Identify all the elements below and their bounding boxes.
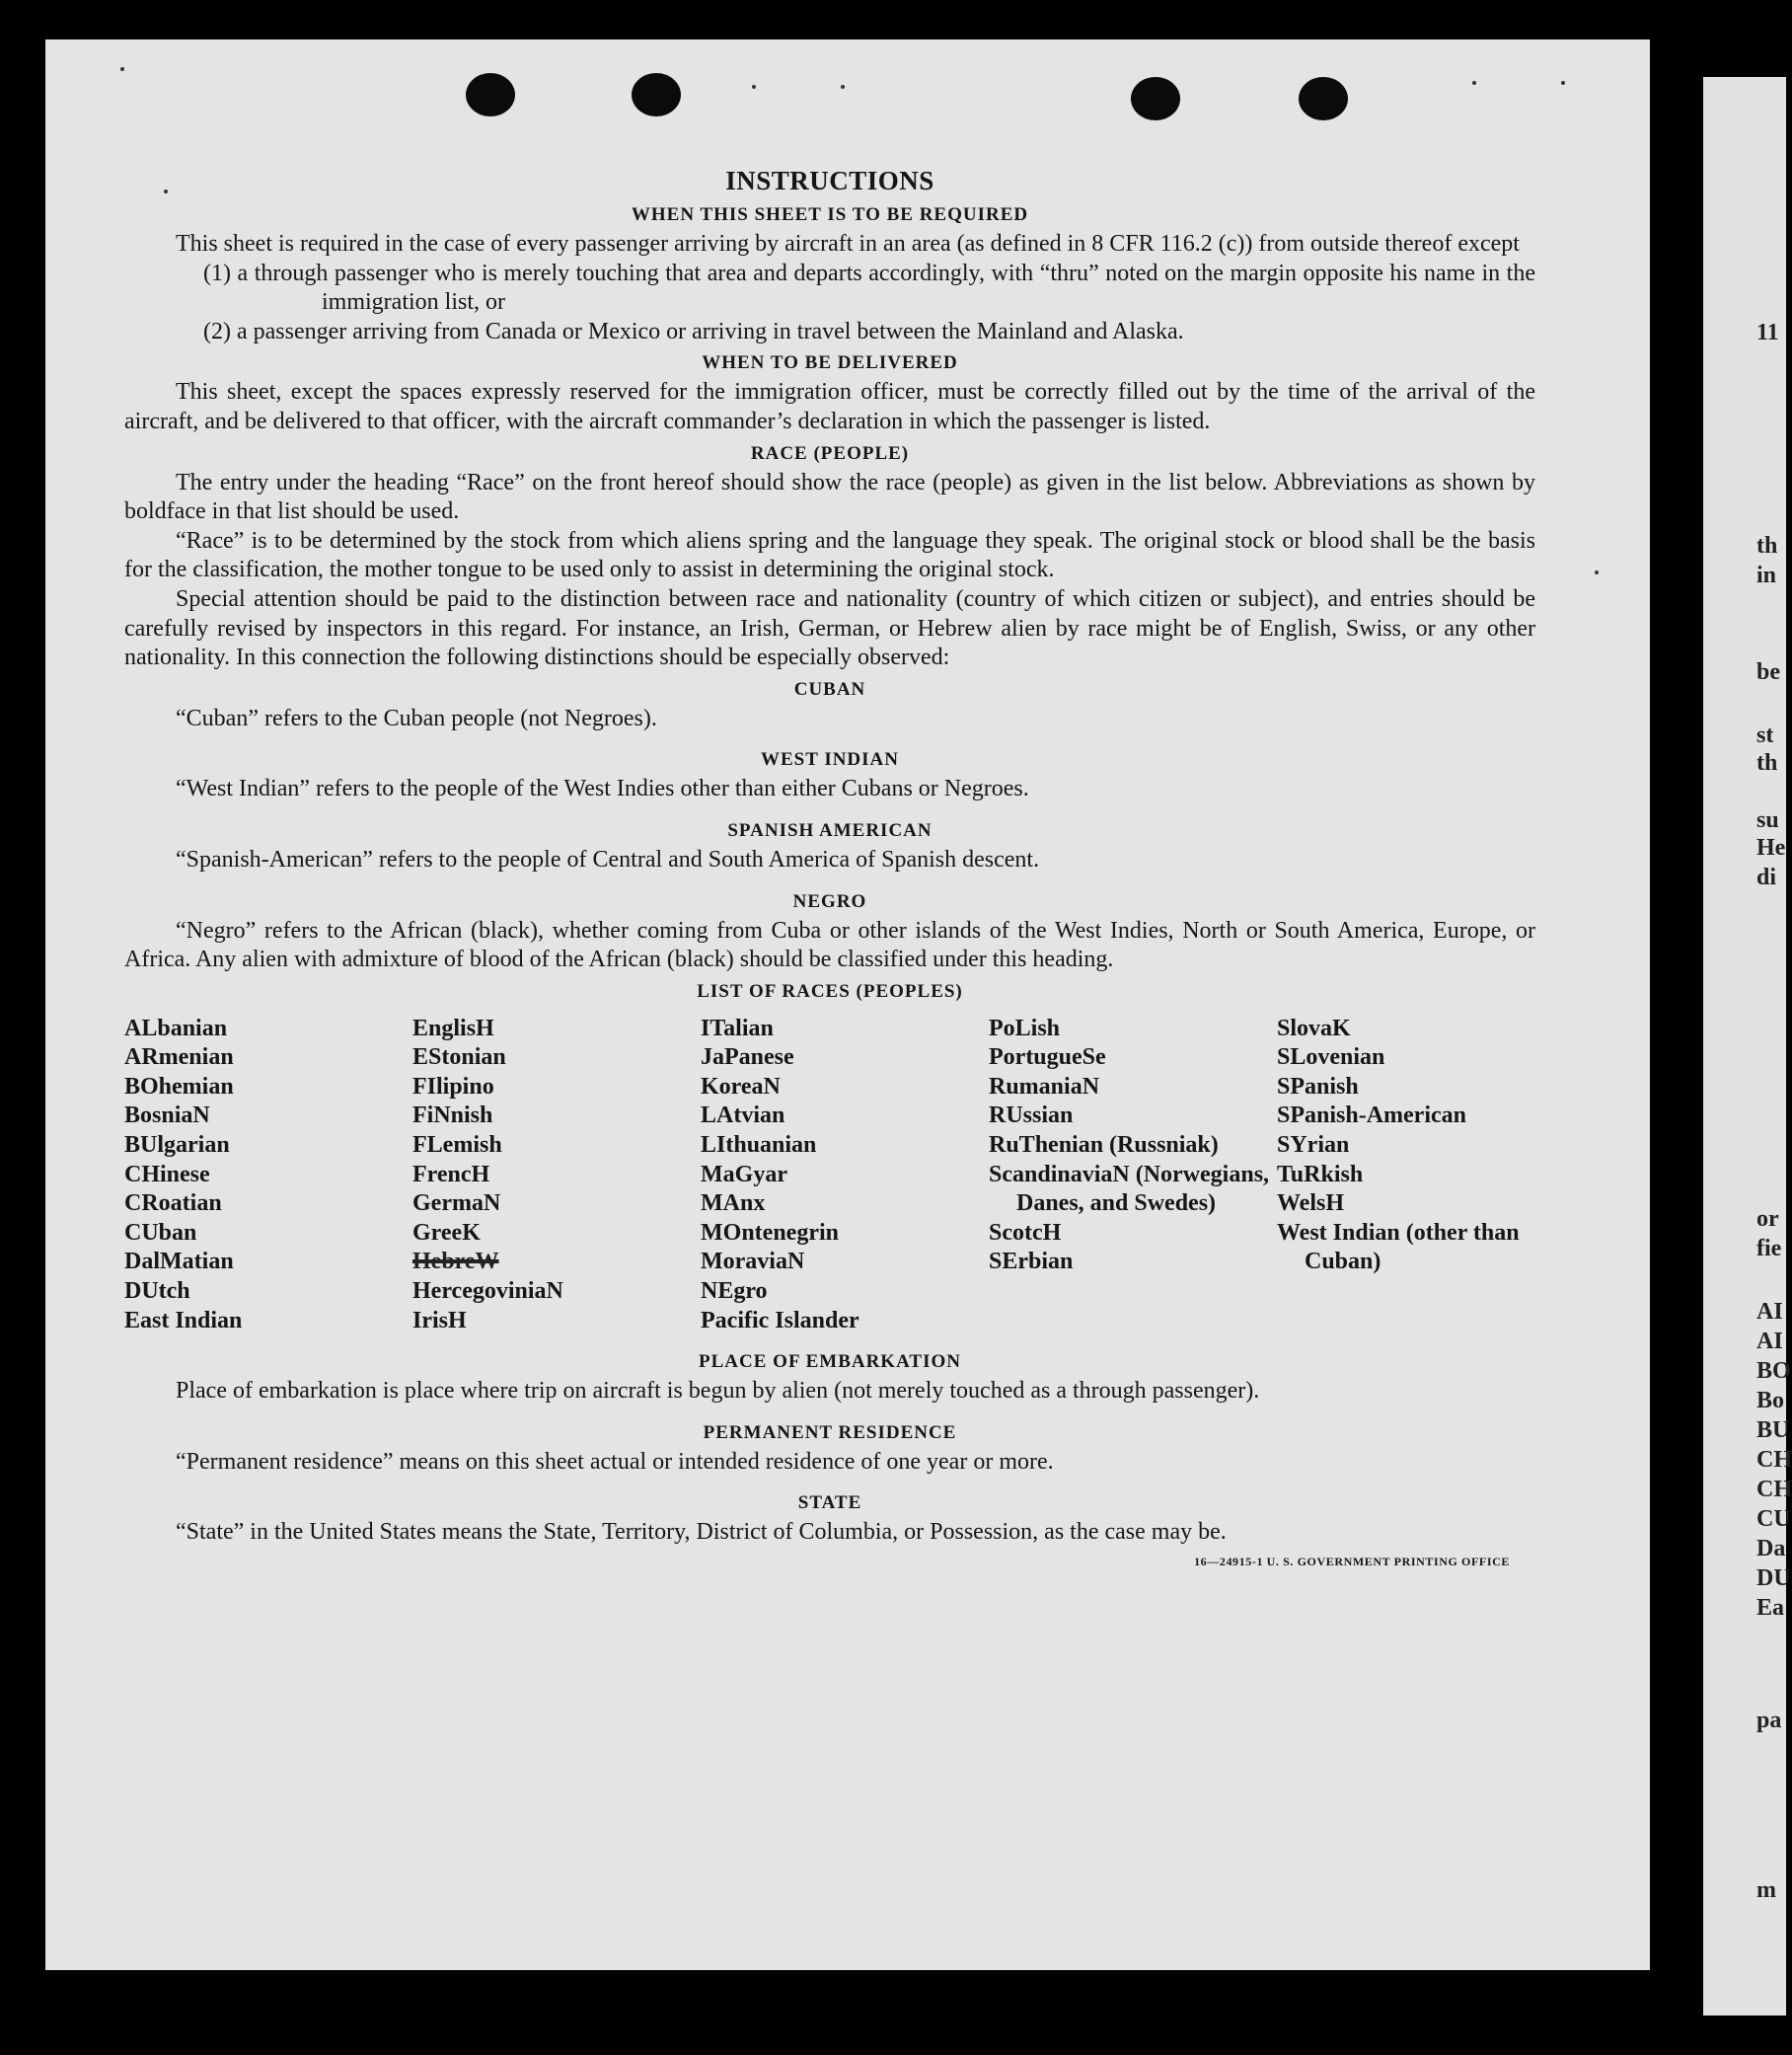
edge-text: CU	[1756, 1506, 1791, 1532]
race-item: RuThenian (Russniak)	[989, 1132, 1219, 1159]
race-item: GreeK	[412, 1219, 481, 1246]
edge-text: di	[1756, 865, 1777, 890]
race-item: HercegoviniaN	[412, 1278, 563, 1305]
section-heading: RACE (PEOPLE)	[750, 442, 910, 464]
section-text: This sheet, except the spaces expressly reserved for the immigration officer, must be correctly filled out by the time of the arrival of the aircraft, and be delivered to that officer, with the aircraft commander’s declaration in which the passenger is listed.	[124, 379, 1535, 434]
edge-text: be	[1756, 659, 1780, 685]
race-item: IrisH	[412, 1307, 467, 1333]
section-text: “State” in the United States means the State, Territory, District of Columbia, or Possession, as the case may be.	[176, 1519, 1227, 1546]
section-text: “Negro” refers to the African (black), whether coming from Cuba or other islands of the West Indies, North or South America, Europe, or Africa. Any alien with admixture of blood of the African (black) should be classified under this heading.	[124, 917, 1535, 973]
section-heading: SPANISH AMERICAN	[727, 819, 933, 841]
section-text: “Permanent residence” means on this sheet actual or intended residence of one year or more.	[176, 1448, 1054, 1475]
race-item-struck: HebreW	[412, 1249, 499, 1275]
race-item: ITalian	[701, 1015, 774, 1041]
race-item: ScotcH	[989, 1219, 1062, 1246]
edge-text: DU	[1756, 1565, 1791, 1591]
race-item: LAtvian	[701, 1103, 785, 1129]
edge-text: pa	[1756, 1708, 1782, 1733]
edge-text: AI	[1756, 1299, 1783, 1325]
list-item: (1) a through passenger who is merely touching that area and departs accordingly, with “thru” noted on the margin opposite his name in the immigration list, or	[203, 260, 1535, 316]
race-item: PoLish	[989, 1015, 1061, 1041]
race-item: SErbian	[989, 1249, 1074, 1275]
edge-text: CH	[1756, 1447, 1792, 1473]
punch-hole	[1299, 77, 1348, 120]
section-text: “West Indian” refers to the people of the West Indies other than either Cubans or Negroes.	[176, 776, 1029, 802]
punch-hole	[1131, 77, 1180, 120]
race-column	[701, 1015, 989, 1336]
race-item: EStonian	[412, 1044, 506, 1071]
punch-hole	[632, 73, 681, 116]
race-column	[412, 1015, 701, 1336]
edge-text: or	[1756, 1206, 1779, 1232]
edge-text: He	[1756, 835, 1786, 861]
race-item: BOhemian	[124, 1073, 234, 1100]
section-heading: WHEN THIS SHEET IS TO BE REQUIRED	[631, 204, 1029, 225]
punch-hole	[466, 73, 515, 116]
race-item: RUssian	[989, 1103, 1074, 1129]
race-item: DalMatian	[124, 1249, 234, 1275]
race-item: MoraviaN	[701, 1249, 805, 1275]
section-text: The entry under the heading “Race” on the front hereof should show the race (people) as given in the list below. Abbreviations as shown by boldface in that list should be used.	[124, 469, 1535, 525]
race-item: East Indian	[124, 1307, 243, 1333]
edge-text: CH	[1756, 1477, 1792, 1502]
race-item: ARmenian	[124, 1044, 234, 1071]
section-text: This sheet is required in the case of every passenger arriving by aircraft in an area (as defined in 8 CFR 116.2 (c)) from outside thereof except	[176, 231, 1520, 257]
race-list	[124, 1015, 1535, 1336]
race-item: LIthuanian	[701, 1132, 817, 1159]
section-heading: PERMANENT RESIDENCE	[703, 1421, 957, 1443]
paper-speck	[1595, 571, 1599, 574]
edge-text: st	[1756, 723, 1774, 748]
race-item: West Indian (other than Cuban)	[1277, 1219, 1520, 1275]
race-item: CRoatian	[124, 1190, 222, 1217]
footer-line	[124, 1548, 1535, 1577]
paper-speck	[1472, 81, 1476, 85]
section-heading: STATE	[797, 1492, 862, 1514]
race-item: GermaN	[412, 1190, 501, 1217]
edge-text: in	[1756, 563, 1777, 588]
edge-text: m	[1756, 1877, 1776, 1903]
race-item: SPanish-American	[1277, 1103, 1466, 1129]
paper-speck	[752, 85, 756, 89]
edge-text: 11	[1756, 320, 1779, 345]
race-item: KoreaN	[701, 1073, 781, 1100]
race-item: FrencH	[412, 1161, 490, 1187]
edge-text: BO	[1756, 1358, 1791, 1384]
section-text: Place of embarkation is place where trip on aircraft is begun by alien (not merely touched as a through passenger).	[176, 1378, 1260, 1405]
race-column	[124, 1015, 412, 1336]
race-item: ALbanian	[124, 1015, 228, 1041]
paper-speck	[120, 67, 124, 71]
race-column	[1277, 1015, 1535, 1336]
race-item: MOntenegrin	[701, 1219, 839, 1246]
race-item: MaGyar	[701, 1161, 787, 1187]
race-item: MAnx	[701, 1190, 766, 1217]
edge-text: AI	[1756, 1329, 1783, 1354]
race-item: CUban	[124, 1219, 197, 1246]
adjacent-page-edge	[1703, 77, 1792, 2016]
edge-text: Bo	[1756, 1388, 1785, 1413]
section-text: “Spanish-American” refers to the people of Central and South America of Spanish descent.	[176, 846, 1040, 873]
race-item: SlovaK	[1277, 1015, 1351, 1041]
race-item: BUlgarian	[124, 1132, 230, 1159]
race-item: EnglisH	[412, 1015, 494, 1041]
race-item: RumaniaN	[989, 1073, 1100, 1100]
edge-text: th	[1756, 533, 1778, 559]
document-title: INSTRUCTIONS	[725, 166, 934, 195]
section-heading: PLACE OF EMBARKATION	[699, 1351, 961, 1373]
section-heading: WHEN TO BE DELIVERED	[702, 352, 958, 374]
edge-text: Ea	[1756, 1595, 1785, 1621]
section-heading: NEGRO	[792, 890, 867, 912]
paper-speck	[841, 85, 845, 89]
list-item: (2) a passenger arriving from Canada or Mexico or arriving in travel between the Mainland and Alaska.	[203, 318, 1184, 344]
race-item: WelsH	[1277, 1190, 1345, 1217]
section-text: “Cuban” refers to the Cuban people (not Negroes).	[176, 705, 657, 731]
document-page	[45, 39, 1650, 1970]
race-item: TuRkish	[1277, 1161, 1364, 1187]
edge-text: BU	[1756, 1417, 1790, 1443]
edge-text: th	[1756, 750, 1778, 776]
edge-text: su	[1756, 807, 1779, 833]
race-item: PortugueSe	[989, 1044, 1106, 1071]
edge-text: Da	[1756, 1536, 1786, 1561]
section-heading: CUBAN	[793, 678, 866, 700]
race-column	[989, 1015, 1277, 1336]
section-text: Special attention should be paid to the distinction between race and nationality (country of which citizen or subject), and entries should be carefully revised by inspectors in this regard. For instance, an Irish, German, or Hebrew alien by race might be of English, Swiss, or any other nationality. In this connection the following distinctions should be especially observed:	[124, 585, 1535, 671]
race-item: SYrian	[1277, 1132, 1350, 1159]
section-text: “Race” is to be determined by the stock from which aliens spring and the language they speak. The original stock or blood shall be the basis for the classification, the mother tongue to be used only to assist in determining the original stock.	[124, 527, 1535, 583]
race-item: NEgro	[701, 1278, 768, 1305]
race-item: FIlipino	[412, 1073, 494, 1100]
race-item: DUtch	[124, 1278, 190, 1305]
race-item: FiNnish	[412, 1103, 493, 1129]
section-heading: WEST INDIAN	[761, 749, 899, 771]
edge-text: fie	[1756, 1236, 1782, 1261]
section-heading: LIST OF RACES (PEOPLES)	[697, 980, 963, 1002]
paper-speck	[1561, 81, 1565, 85]
race-item: ScandinaviaN (Norwegians, Danes, and Swedes)	[989, 1161, 1270, 1217]
race-item: Pacific Islander	[701, 1307, 859, 1333]
race-item: SLovenian	[1277, 1044, 1385, 1071]
race-item: FLemish	[412, 1132, 502, 1159]
instructions-content	[124, 166, 1535, 1577]
race-item: JaPanese	[701, 1044, 794, 1071]
race-item: CHinese	[124, 1161, 210, 1187]
race-item: BosniaN	[124, 1103, 210, 1129]
printer-mark: 16—24915-1 U. S. GOVERNMENT PRINTING OFFICE	[1194, 1555, 1510, 1568]
race-item: SPanish	[1277, 1073, 1359, 1100]
